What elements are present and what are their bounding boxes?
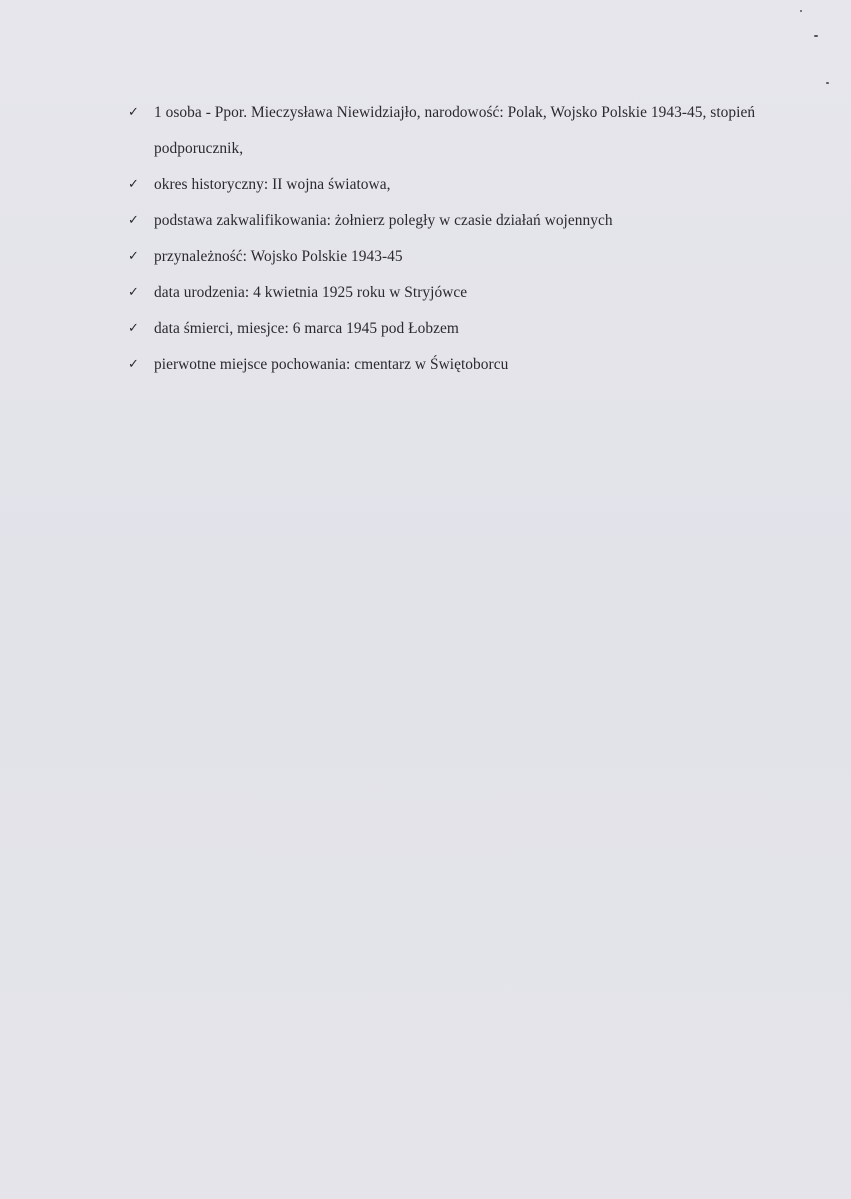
scan-speck bbox=[814, 35, 818, 37]
scan-speck bbox=[826, 82, 829, 84]
list-item-text: 1 osoba - Ppor. Mieczysława Niewidziajło, narodowość: Polak, Wojsko Polskie 1943-45, stopień podporucznik, bbox=[154, 104, 756, 157]
list-item bbox=[128, 311, 798, 347]
list-item-text: data urodzenia: 4 kwietnia 1925 roku w Stryjówce bbox=[154, 284, 468, 301]
list-item-text: pierwotne miejsce pochowania: cmentarz w Świętoborcu bbox=[154, 356, 509, 373]
list-item bbox=[128, 95, 798, 167]
check-mark-icon: ✓ bbox=[128, 177, 139, 192]
check-mark-icon: ✓ bbox=[128, 105, 139, 120]
scan-speck bbox=[800, 10, 802, 12]
list-item bbox=[128, 275, 798, 311]
check-mark-icon: ✓ bbox=[128, 321, 139, 336]
list-item bbox=[128, 203, 798, 239]
list-item bbox=[128, 167, 798, 203]
list-item bbox=[128, 347, 798, 383]
bullet-list bbox=[128, 95, 798, 383]
check-mark-icon: ✓ bbox=[128, 213, 139, 228]
check-mark-icon: ✓ bbox=[128, 285, 139, 300]
list-item bbox=[128, 239, 798, 275]
check-mark-icon: ✓ bbox=[128, 249, 139, 264]
list-item-text: podstawa zakwalifikowania: żołnierz poległy w czasie działań wojennych bbox=[154, 212, 613, 229]
list-item-text: przynależność: Wojsko Polskie 1943-45 bbox=[154, 248, 403, 265]
list-item-text: data śmierci, miesjce: 6 marca 1945 pod Łobzem bbox=[154, 320, 459, 337]
check-mark-icon: ✓ bbox=[128, 357, 139, 372]
list-item-text: okres historyczny: II wojna światowa, bbox=[154, 176, 391, 193]
